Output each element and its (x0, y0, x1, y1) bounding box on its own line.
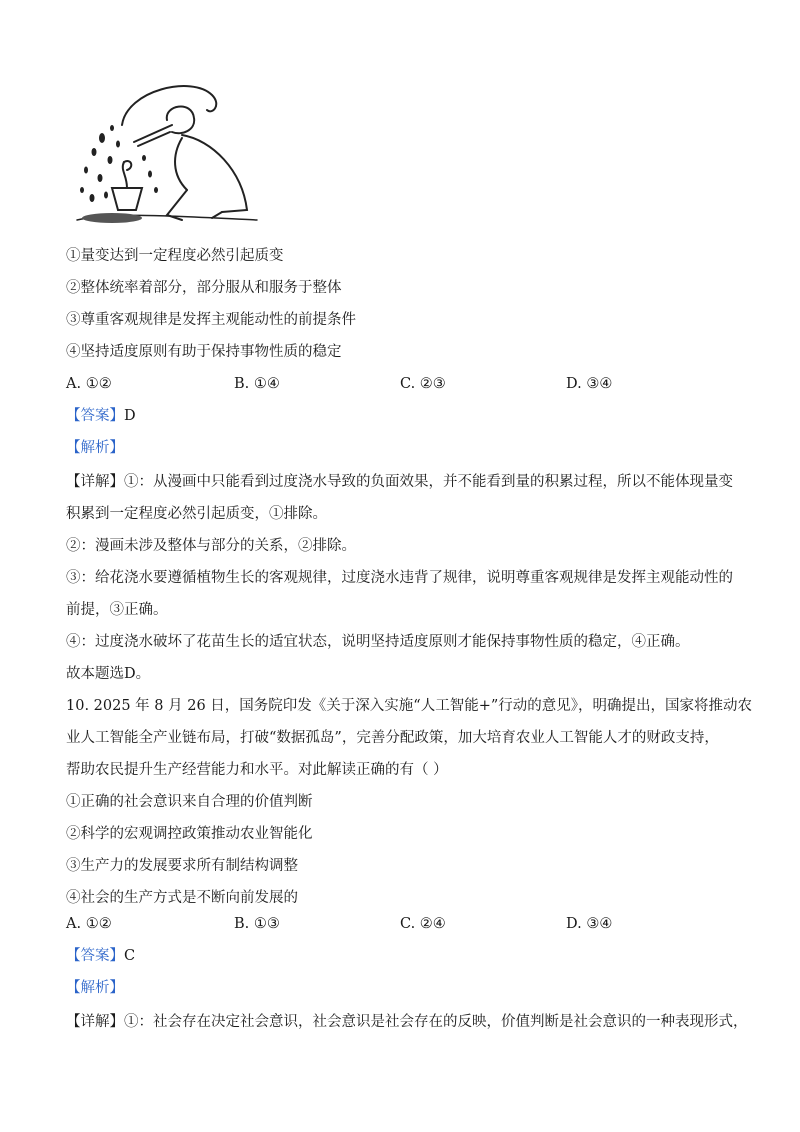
answer-tag: 【答案】 (66, 948, 124, 964)
q10-choice-d: D. ③④ (566, 916, 613, 932)
q10-option-2: ②科学的宏观调控政策推动农业智能化 (66, 826, 313, 842)
q10-choice-c: C. ②④ (400, 916, 446, 932)
q10-option-4: ④社会的生产方式是不断向前发展的 (66, 890, 298, 906)
q9-detail-line-6: ④：过度浇水破坏了花苗生长的适宜状态，说明坚持适度原则才能保持事物性质的稳定，④正确。 (66, 634, 690, 650)
q10-option-1: ①正确的社会意识来自合理的价值判断 (66, 794, 313, 810)
detail-tag: 【详解】 (66, 1014, 124, 1030)
q10-detail-line-1 (66, 1012, 760, 1032)
q9-choices (66, 374, 766, 394)
q10-analysis (66, 978, 760, 998)
detail-tag: 【详解】 (66, 474, 124, 490)
q9-detail-line-2: 积累到一定程度必然引起质变，①排除。 (66, 506, 327, 522)
q9-choice-a: A. ①② (66, 376, 112, 392)
q10-choices (66, 914, 766, 934)
q10-option-3: ③生产力的发展要求所有制结构调整 (66, 858, 298, 874)
q9-option-1: ①量变达到一定程度必然引起质变 (66, 248, 284, 264)
q9-option-2: ②整体统率着部分，部分服从和服务于整体 (66, 280, 342, 296)
q10-stem-line-3: 帮助农民提升生产经营能力和水平。对此解读正确的有（ ） (66, 762, 448, 778)
q10-choice-b: B. ①③ (234, 916, 280, 932)
analysis-tag: 【解析】 (66, 980, 124, 996)
detail-text: ①：社会存在决定社会意识，社会意识是社会存在的反映，价值判断是社会意识的一种表现形式， (124, 1014, 748, 1030)
analysis-tag: 【解析】 (66, 440, 124, 456)
answer-value: D (124, 408, 136, 424)
q9-analysis (66, 438, 760, 458)
q10-stem-line-2: 业人工智能全产业链布局，打破“数据孤岛”，完善分配政策，加大培育农业人工智能人才的财政支持， (66, 730, 719, 746)
answer-value: C (124, 948, 136, 964)
detail-text: ①：从漫画中只能看到过度浇水导致的负面效果，并不能看到量的积累过程，所以不能体现量变 (124, 474, 733, 490)
q9-choice-b: B. ①④ (234, 376, 280, 392)
q9-detail-line-1 (66, 472, 760, 492)
q9-detail-line-4: ③：给花浇水要遵循植物生长的客观规律，过度浇水违背了规律，说明尊重客观规律是发挥主观能动性的 (66, 570, 733, 586)
q10-answer (66, 946, 760, 966)
q9-detail-line-3: ②：漫画未涉及整体与部分的关系，②排除。 (66, 538, 356, 554)
q9-answer (66, 406, 760, 426)
q9-conclusion: 故本题选D。 (66, 666, 151, 682)
q9-choice-d: D. ③④ (566, 376, 613, 392)
q10-stem-line-1: 10. 2025 年 8 月 26 日，国务院印发《关于深入实施“人工智能+”行动的意见》，明确提出，国家将推动农 (66, 698, 753, 714)
answer-tag: 【答案】 (66, 408, 124, 424)
q9-option-4: ④坚持适度原则有助于保持事物性质的稳定 (66, 344, 342, 360)
q9-choice-c: C. ②③ (400, 376, 446, 392)
watering-cartoon-illustration (72, 80, 264, 230)
q9-option-3: ③尊重客观规律是发挥主观能动性的前提条件 (66, 312, 356, 328)
q10-choice-a: A. ①② (66, 916, 112, 932)
q9-detail-line-5: 前提，③正确。 (66, 602, 168, 618)
